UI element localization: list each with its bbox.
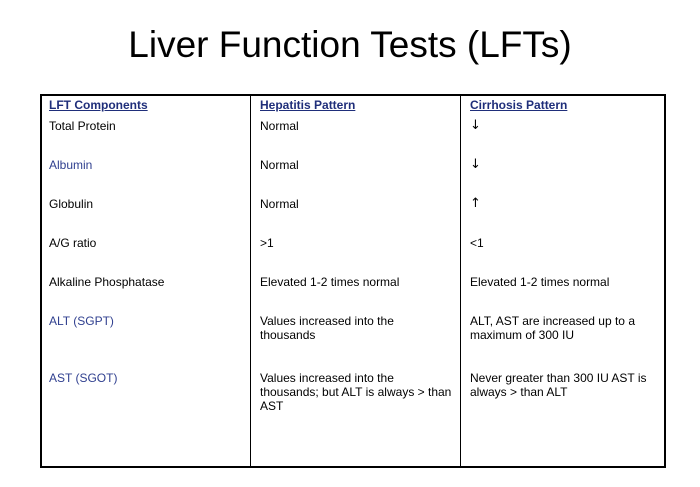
- row-alkaline-phosphatase-component: Alkaline Phosphatase: [49, 275, 165, 289]
- row-ast-hepatitis: Values increased into the thousands; but ALT is always > than AST: [260, 371, 452, 413]
- row-globulin-cirrhosis: ↑: [470, 196, 481, 211]
- row-globulin-hepatitis: Normal: [260, 197, 299, 211]
- row-globulin-component: Globulin: [49, 197, 94, 211]
- slide-title: Liver Function Tests (LFTs): [128, 24, 572, 65]
- row-albumin-cirrhosis: ↓: [470, 157, 481, 172]
- header-cirrhosis-pattern: Cirrhosis Pattern: [470, 98, 568, 112]
- row-total-protein-hepatitis: Normal: [260, 119, 299, 133]
- row-alkaline-phosphatase-hepatitis: Elevated 1-2 times normal: [260, 275, 400, 289]
- header-lft-components: LFT Components: [49, 98, 148, 112]
- column-divider: [460, 96, 461, 466]
- row-alkaline-phosphatase-cirrhosis: Elevated 1-2 times normal: [470, 275, 610, 289]
- row-total-protein-cirrhosis: ↓: [470, 118, 481, 133]
- row-ast-component: AST (SGOT): [49, 371, 118, 385]
- row-alt-component: ALT (SGPT): [49, 314, 114, 328]
- row-albumin-component: Albumin: [49, 158, 93, 172]
- row-alt-cirrhosis: ALT, AST are increased up to a maximum of 300 IU: [470, 314, 635, 342]
- row-total-protein-component: Total Protein: [49, 119, 116, 133]
- row-ag-ratio-component: A/G ratio: [49, 236, 97, 250]
- row-ag-ratio-cirrhosis: <1: [470, 236, 484, 250]
- row-ast-cirrhosis: Never greater than 300 IU AST is always > than ALT: [470, 371, 647, 399]
- column-divider: [250, 96, 251, 466]
- row-alt-hepatitis: Values increased into the thousands: [260, 314, 394, 342]
- lft-table: [40, 94, 666, 468]
- row-ag-ratio-hepatitis: >1: [260, 236, 274, 250]
- header-hepatitis-pattern: Hepatitis Pattern: [260, 98, 356, 112]
- row-albumin-hepatitis: Normal: [260, 158, 299, 172]
